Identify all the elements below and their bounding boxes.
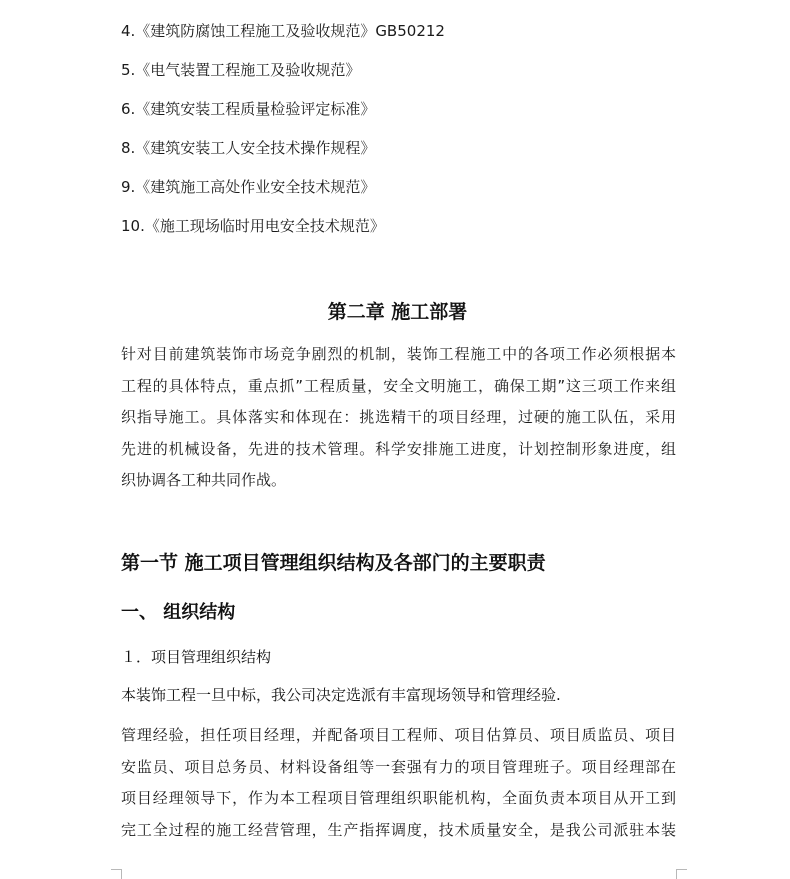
page-corner-mark-right — [676, 869, 687, 879]
reference-item: 6.《建筑安装工程质量检验评定标准》 — [121, 100, 376, 118]
reference-list — [121, 20, 681, 254]
paragraph-line: 完工全过程的施工经营管理，生产指挥调度，技术质量安全，是我公司派驻本装 — [121, 820, 676, 839]
item-title: １．项目管理组织结构 — [121, 648, 272, 666]
reference-item: 5.《电气装置工程施工及验收规范》 — [121, 61, 361, 79]
paragraph-line: 先进的机械设备，先进的技术管理。科学安排施工进度，计划控制形象进度，组 — [121, 439, 676, 458]
paragraph-line: 织协调各工种共同作战。 — [121, 471, 287, 489]
paragraph-line: 工程的具体特点，重点抓”工程质量，安全文明施工，确保工期”这三项工作来组 — [121, 376, 676, 395]
paragraph-line: 管理经验，担任项目经理，并配备项目工程师、项目估算员、项目质监员、项目 — [121, 726, 676, 744]
paragraph-line: 针对目前建筑装饰市场竞争剧烈的机制，装饰工程施工中的各项工作必须根据本 — [121, 345, 676, 363]
paragraph-line: 项目经理领导下，作为本工程项目管理组织职能机构，全面负责本项目从开工到 — [121, 789, 676, 807]
reference-item: 4.《建筑防腐蚀工程施工及验收规范》GB50212 — [121, 22, 445, 40]
reference-item: 10.《施工现场临时用电安全技术规范》 — [121, 217, 385, 235]
section-title: 第一节 施工项目管理组织结构及各部门的主要职责 — [121, 552, 546, 574]
reference-item: 8.《建筑安装工人安全技术操作规程》 — [121, 139, 376, 157]
paragraph-line: 织指导施工。具体落实和体现在：挑选精干的项目经理，过硬的施工队伍，采用 — [121, 408, 676, 426]
chapter-title: 第二章 施工部署 — [327, 301, 468, 323]
body-line: 本装饰工程一旦中标，我公司决定选派有丰富现场领导和管理经验. — [121, 686, 561, 704]
reference-item: 9.《建筑施工高处作业安全技术规范》 — [121, 178, 376, 196]
subsection-title: 一、 组织结构 — [121, 602, 236, 623]
page-corner-mark-left — [111, 869, 122, 879]
paragraph-line: 安监员、项目总务员、材料设备组等一套强有力的项目管理班子。项目经理部在 — [121, 757, 676, 776]
section-paragraph — [121, 720, 676, 846]
chapter-paragraph — [121, 339, 676, 497]
